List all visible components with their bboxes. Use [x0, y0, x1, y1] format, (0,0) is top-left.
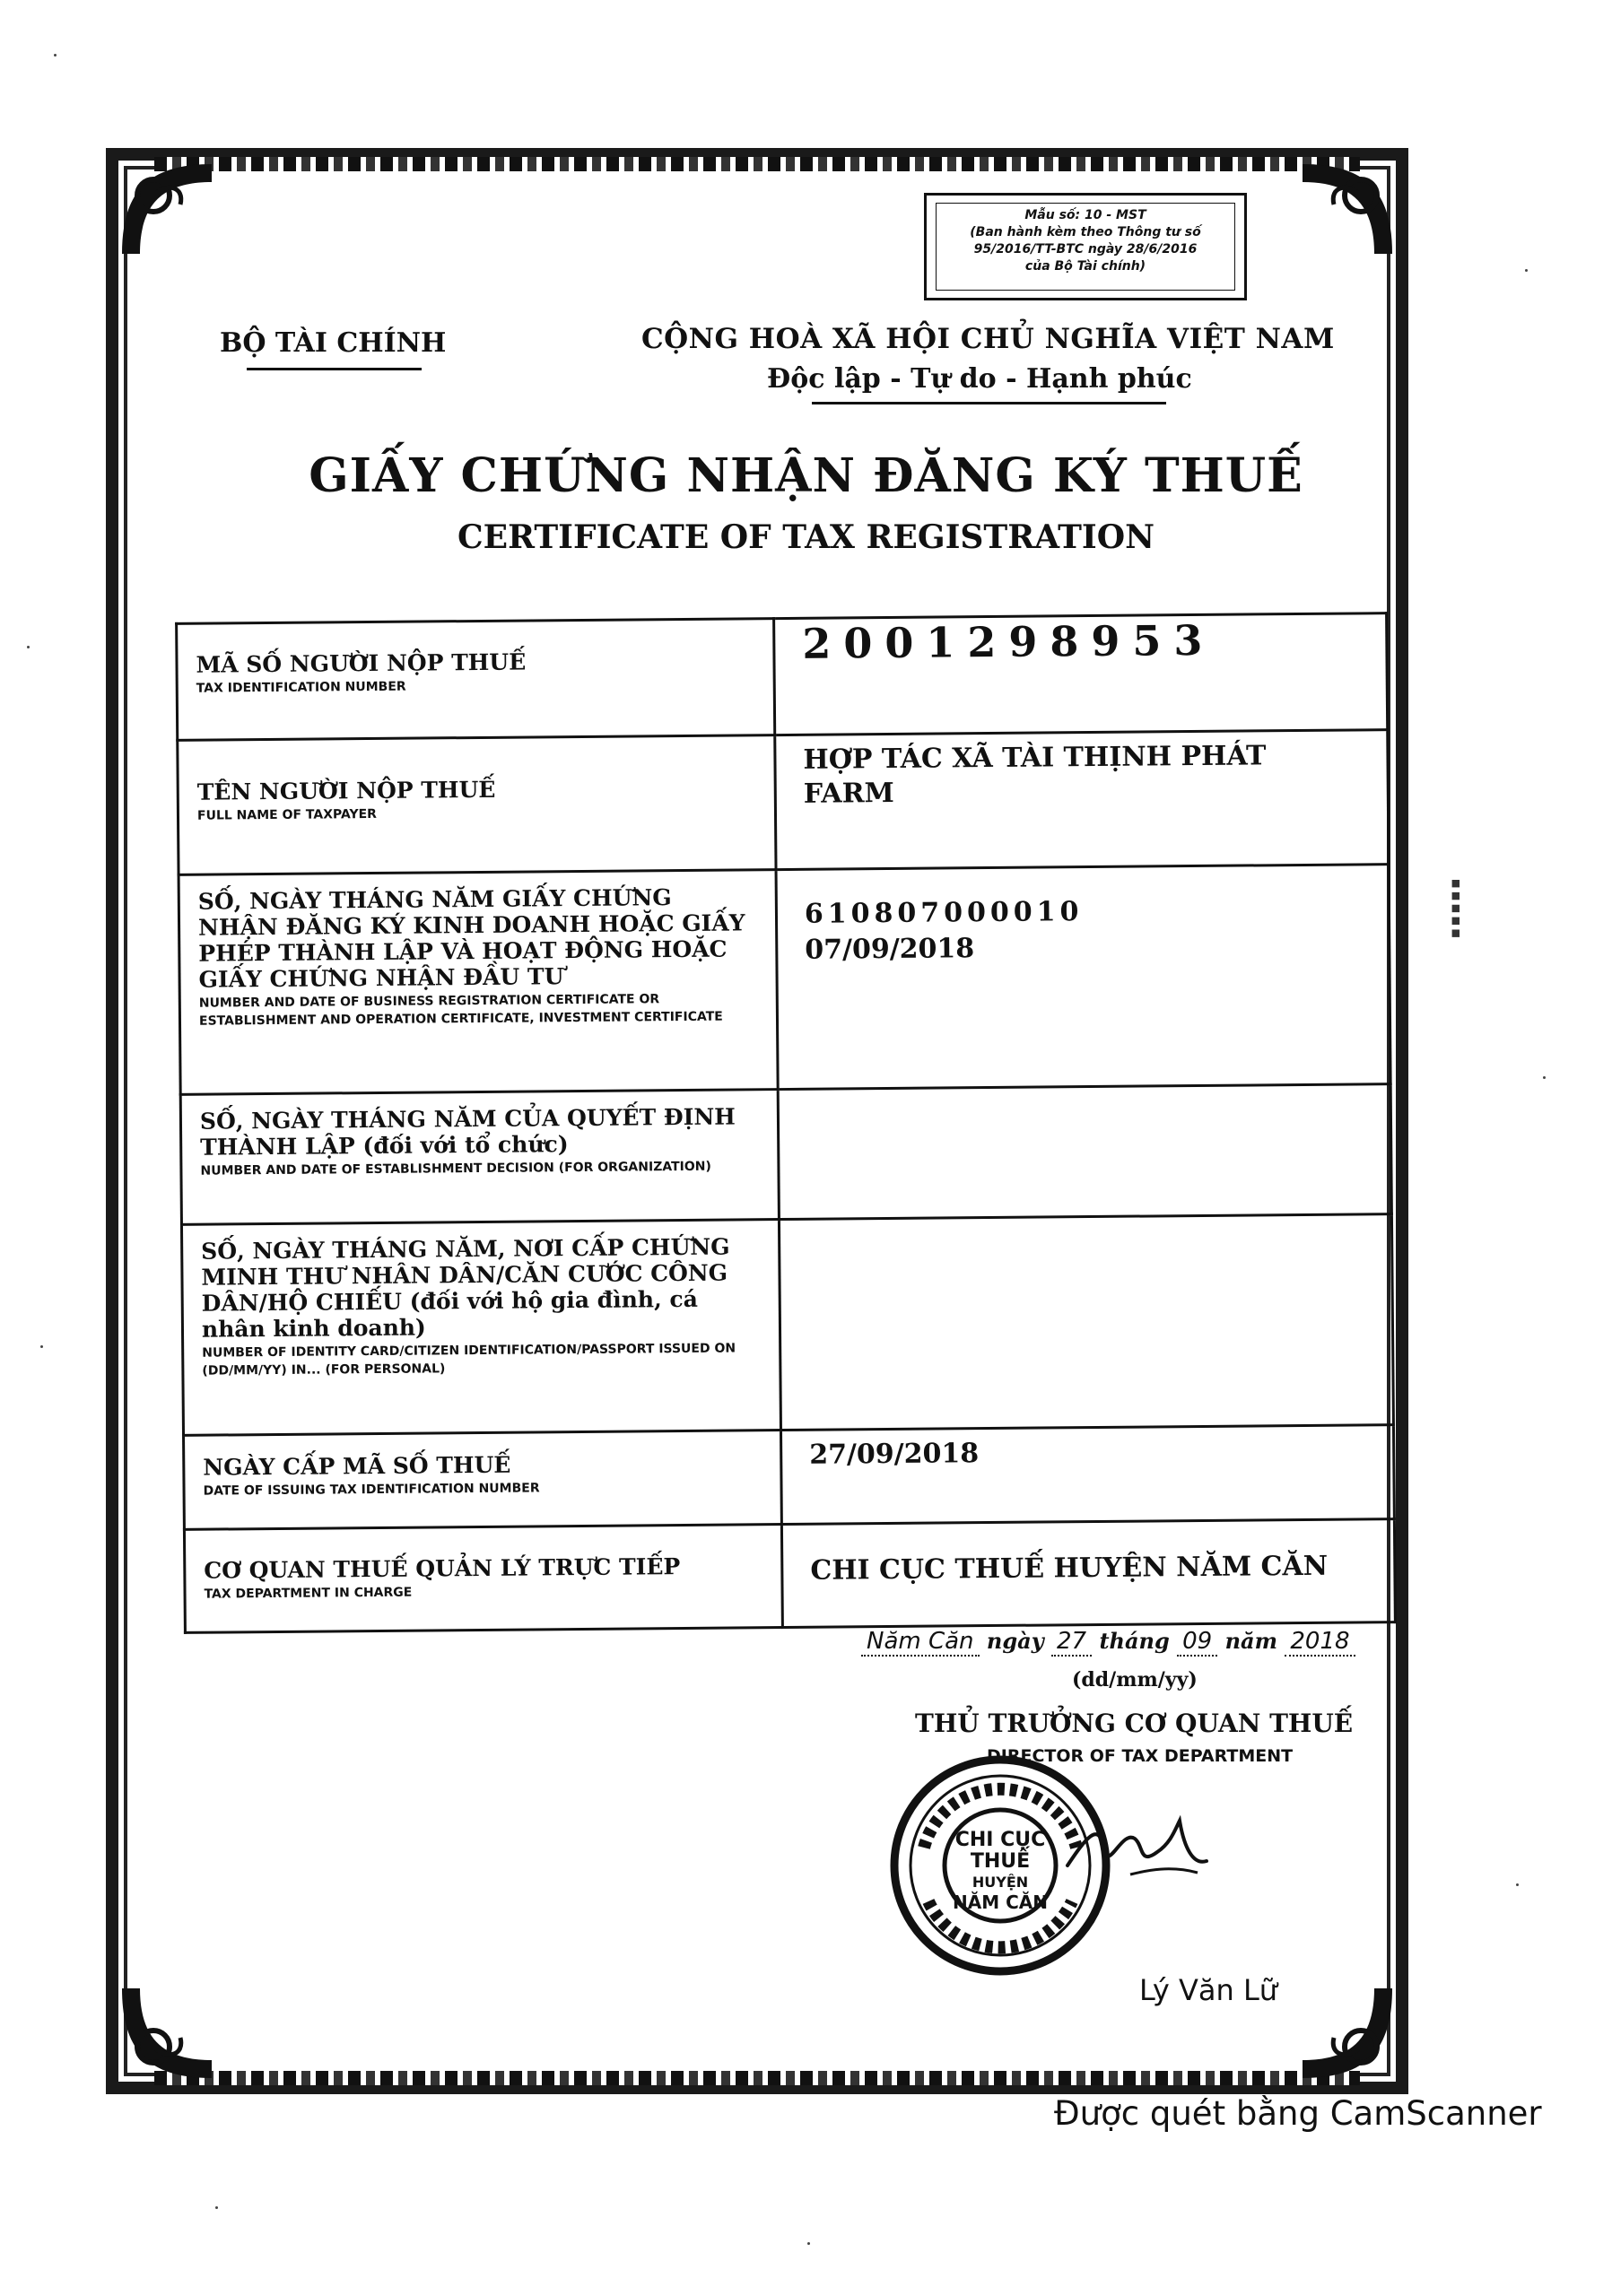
corner-ornament-icon	[113, 155, 221, 263]
form-code-line: của Bộ Tài chính)	[1024, 259, 1146, 274]
document-title: GIẤY CHỨNG NHẬN ĐĂNG KÝ THUẾ	[309, 448, 1303, 503]
label-en: NUMBER OF IDENTITY CARD/CITIZEN IDENTIFICATION/PASSPORT ISSUED ON (DD/MM/YY) IN... (FOR PERSONAL)	[202, 1341, 736, 1378]
row-value	[780, 1425, 1394, 1525]
business-registration-number: 610807000010	[804, 896, 1084, 930]
corner-ornament-icon	[1294, 1979, 1401, 2087]
scan-speck	[40, 1345, 43, 1348]
dateline-year: 2018	[1285, 1628, 1355, 1657]
national-motto: Độc lập - Tự do - Hạnh phúc	[767, 363, 1192, 395]
label-vn: SỐ, NGÀY THÁNG NĂM GIẤY CHỨNG NHẬN ĐĂNG KÝ KINH DOANH HOẶC GIẤY PHÉP THÀNH LẬP VÀ HOẠT ĐỘNG HOẶC GIẤY CHỨNG NHẬN ĐẦU TƯ	[197, 884, 745, 993]
stamp-line: HUYỆN	[972, 1874, 1029, 1891]
table-row	[180, 1084, 1391, 1225]
tax-department-value: CHI CỤC THUẾ HUYỆN NĂM CĂN	[810, 1550, 1329, 1587]
handwritten-signature	[1050, 1803, 1211, 1901]
scan-speck	[1543, 1076, 1546, 1079]
label-en: NUMBER AND DATE OF BUSINESS REGISTRATION CERTIFICATE OR ESTABLISHMENT AND OPERATION CERTIFICATE, INVESTMENT CERTIFICATE	[198, 992, 723, 1029]
ministry-name: BỘ TÀI CHÍNH	[220, 327, 447, 359]
dateline-day: 27	[1051, 1628, 1092, 1657]
scan-speck	[1516, 1883, 1519, 1886]
scan-speck	[54, 54, 57, 57]
issue-date-value: 27/09/2018	[809, 1438, 980, 1471]
table-row	[179, 865, 1390, 1095]
label-en: DATE OF ISSUING TAX IDENTIFICATION NUMBER	[203, 1481, 540, 1499]
taxpayer-name-value: HỢP TÁC XÃ TÀI THỊNH PHÁT FARM	[803, 740, 1267, 810]
divider	[247, 368, 422, 370]
label-vn: CƠ QUAN THUẾ QUẢN LÝ TRỰC TIẾP	[204, 1553, 681, 1584]
signer-name: Lý Văn Lữ	[1139, 1973, 1278, 2007]
border-ornament-bottom	[154, 2071, 1360, 2085]
label-vn: NGÀY CẤP MÃ SỐ THUẾ	[203, 1451, 511, 1481]
side-margin-text: ■ ■ ■ ■ ■	[1451, 879, 1462, 938]
stamp-line: CHI CỤC	[954, 1829, 1046, 1851]
row-value	[774, 613, 1388, 735]
divider	[812, 402, 1166, 404]
scan-speck	[27, 646, 30, 648]
director-title-en: DIRECTOR OF TAX DEPARTMENT	[987, 1746, 1294, 1766]
row-label	[184, 1525, 782, 1633]
issue-dateline	[861, 1628, 1355, 1655]
scan-speck	[215, 2206, 218, 2209]
row-value	[778, 1084, 1391, 1220]
registration-table	[175, 612, 1397, 1634]
form-code-line: (Ban hành kèm theo Thông tư số	[970, 225, 1201, 239]
label-en: TAX DEPARTMENT IN CHARGE	[204, 1585, 413, 1602]
row-label	[180, 1090, 779, 1225]
date-format-note: (dd/mm/yy)	[1072, 1668, 1198, 1692]
row-label	[178, 735, 776, 875]
table-row	[184, 1425, 1395, 1530]
table-row	[181, 1214, 1393, 1436]
label-vn: MÃ SỐ NGƯỜI NỘP THUẾ	[196, 648, 527, 678]
business-registration-date: 07/09/2018	[805, 933, 975, 966]
republic-name: CỘNG HOÀ XÃ HỘI CHỦ NGHĨA VIỆT NAM	[641, 323, 1335, 355]
dateline-day-word: ngày	[986, 1628, 1044, 1654]
dateline-month-word: tháng	[1099, 1628, 1170, 1654]
row-value	[776, 865, 1390, 1090]
row-label	[177, 619, 775, 741]
label-vn: SỐ, NGÀY THÁNG NĂM CỦA QUYẾT ĐỊNH THÀNH LẬP (đối với tổ chức)	[199, 1103, 736, 1161]
tax-id-value: 2001298953	[802, 615, 1216, 668]
label-en: NUMBER AND DATE OF ESTABLISHMENT DECISION (FOR ORGANIZATION)	[200, 1159, 711, 1178]
dateline-year-word: năm	[1224, 1628, 1277, 1654]
scan-speck	[807, 2242, 810, 2245]
dateline-month: 09	[1177, 1628, 1217, 1657]
stamp-line: THUẾ	[970, 1850, 1031, 1873]
row-label	[181, 1220, 780, 1436]
row-label	[184, 1431, 782, 1530]
identity-document-value	[807, 1222, 1364, 1227]
label-en: FULL NAME OF TAXPAYER	[196, 806, 378, 823]
corner-ornament-icon	[113, 1979, 221, 2087]
scan-speck	[1525, 269, 1528, 272]
label-vn: TÊN NGƯỜI NỘP THUẾ	[196, 776, 496, 805]
establishment-decision-value	[806, 1092, 1363, 1097]
corner-ornament-icon	[1294, 155, 1401, 263]
border-ornament-top	[154, 157, 1360, 171]
table-row	[178, 730, 1389, 875]
document-subtitle: CERTIFICATE OF TAX REGISTRATION	[457, 518, 1155, 556]
row-value	[779, 1214, 1393, 1431]
scanner-watermark: Được quét bằng CamScanner	[1054, 2094, 1542, 2133]
form-code-box	[924, 193, 1247, 300]
form-code-line: 95/2016/TT-BTC ngày 28/6/2016	[973, 242, 1198, 257]
dateline-place: Năm Căn	[861, 1628, 980, 1657]
label-vn: SỐ, NGÀY THÁNG NĂM, NƠI CẤP CHỨNG MINH THƯ NHÂN DÂN/CĂN CƯỚC CÔNG DÂN/HỘ CHIẾU (đối với hộ gia đình, cá nhân kinh doanh)	[201, 1233, 730, 1343]
director-title: THỦ TRƯỞNG CƠ QUAN THUẾ	[915, 1709, 1354, 1738]
row-value	[781, 1519, 1395, 1628]
label-en: TAX IDENTIFICATION NUMBER	[196, 679, 406, 696]
form-code-line: Mẫu số: 10 - MST	[1024, 208, 1146, 222]
row-label	[179, 870, 778, 1095]
row-value	[775, 730, 1389, 870]
table-row	[184, 1519, 1395, 1633]
table-row	[177, 613, 1388, 741]
stamp-line: NĂM CĂN	[953, 1892, 1048, 1913]
